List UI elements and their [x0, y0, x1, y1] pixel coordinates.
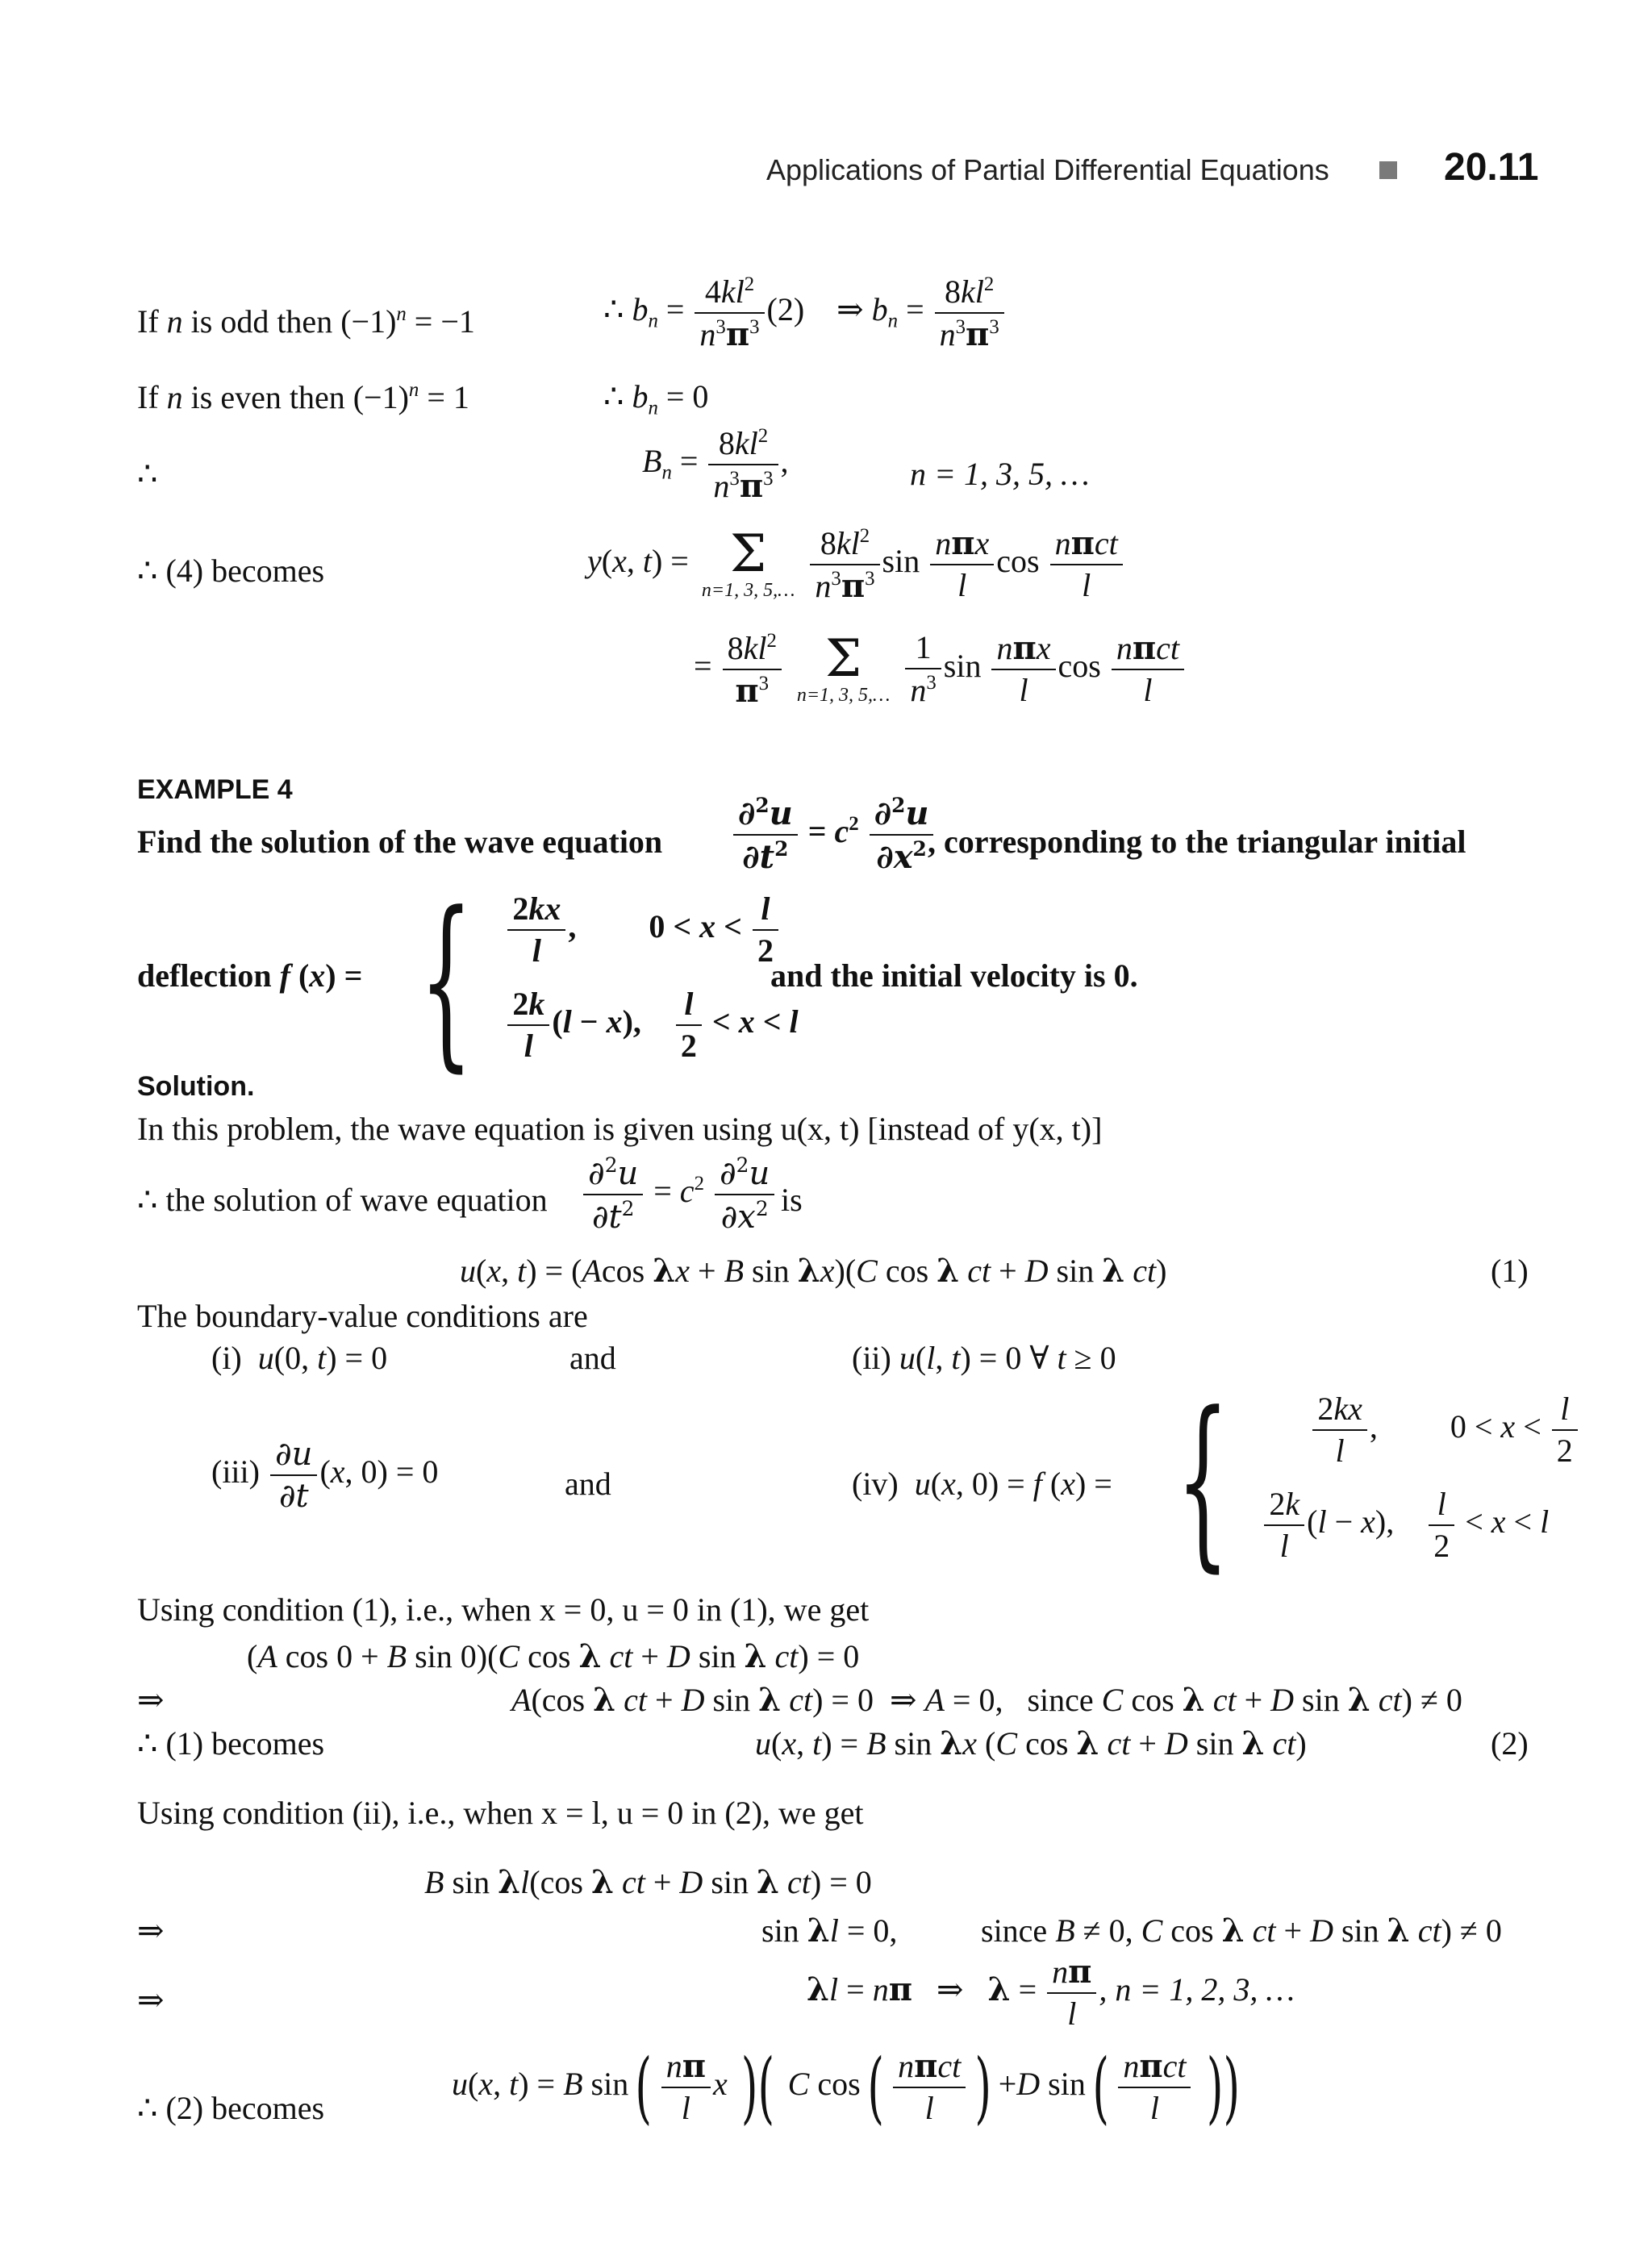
bn-odd-equation: ∴ $b_n$ = $\frac{4kl^2}{n^3\pi^3}$ (2) ⇒ $b_n$ = $\frac{8kl^2}{n^3\pi^3}$: [603, 274, 1007, 352]
implies-arrow-1: ⇒: [137, 1682, 165, 1719]
sin-lambda-l-equation: sin λl = 0,: [761, 1912, 898, 1950]
piecewise-bold: { $\frac{2kx}{l}$ , 0 < x < $\frac{l}{2}$ $\frac{2k}{l}$ (l − x), $\frac{l}{2}$ < x < l: [419, 874, 799, 1089]
condition-iii: (iii) $\frac{\partial u}{\partial t}$ (x, 0) = 0: [211, 1436, 439, 1515]
cond2-text: Using condition (ii), i.e., when x = l, u = 0 in (2), we get: [137, 1795, 864, 1831]
nonzero-condition: since B ≠ 0, C cos λ ct + D sin λ ct) ≠ 0: [981, 1912, 1502, 1950]
header-square-icon: [1379, 161, 1397, 179]
example-statement-end: , corresponding to the triangular initial: [928, 824, 1466, 860]
condition-ii: (ii) u(l, t) = 0 ∀ t ≥ 0: [852, 1340, 1116, 1377]
condition-iv-lhs: (iv) u(x, 0) = f (x) =: [852, 1466, 1112, 1502]
cond1-text: Using condition (1), i.e., when x = 0, u = 0 in (1), we get: [137, 1591, 870, 1628]
and-word-2: and: [565, 1466, 611, 1502]
general-solution-equation: u(x, t) = (Acos λx + B sin λx)(C cos λ ct + D sin λ ct): [460, 1252, 1167, 1290]
n-values-all: , n = 1, 2, 3, …: [1099, 1971, 1295, 2008]
lambda-equation: λl = nπ ⇒ λ = $\frac{n\pi}{l}$ , n = 1, 2, 3, …: [807, 1953, 1295, 2032]
wave-equation-bold: $\frac{\partial^2u}{\partial t^2}$ = $c^2$ $\frac{\partial^2u}{\partial x^2}$: [731, 795, 936, 874]
Bn-equation: $B_n$ = $\frac{8kl^2}{n^3\pi^3}$ ,: [642, 424, 789, 505]
deflection-word: deflection: [137, 957, 272, 994]
becomes-1-label: ∴ (1) becomes: [137, 1725, 325, 1762]
solution-of-wave-text: ∴ the solution of wave equation: [137, 1182, 548, 1218]
series-equation-1: y(x, t) = Σ n=1, 3, 5,… $\frac{8kl^2}{n^3\pi^3}$ sin $\frac{\text{nπx}}{l}$ cos $\frac{\text{nπct}}{l}$: [587, 526, 1125, 603]
cond1-substitution: (A cos 0 + B sin 0)(C cos λ ct + D sin λ ct) = 0: [247, 1637, 860, 1675]
implies-arrow-2: ⇒: [137, 1912, 165, 1950]
series-equation-2: = $\frac{8kl^2}{\pi^3}$ Σ n=1, 3, 5,… $\frac{1}{n^3}$ sin $\frac{\text{nπx}}{l}$ cos $\frac{\text{nπct}}{l}$: [694, 631, 1187, 708]
reduced-solution-equation: u(x, t) = B sin λx (C cos λ ct + D sin λ ct): [755, 1724, 1307, 1762]
odd-case-text: If n is odd then $(-1)^n = -1$: [137, 302, 475, 340]
cond2-substitution: B sin λl(cos λ ct + D sin λ ct) = 0: [424, 1863, 872, 1901]
implies-arrow-3: ⇒: [137, 1982, 165, 2019]
n-values-odd: n = 1, 3, 5, …: [910, 456, 1090, 492]
bvc-heading: The boundary-value conditions are: [137, 1298, 588, 1334]
A-zero-equation: A(cos λ ct + D sin λ ct) = 0 ⇒ A = 0, since C cos λ ct + D sin λ ct) ≠ 0: [511, 1681, 1462, 1719]
example-label: EXAMPLE 4: [137, 774, 293, 805]
solution-label: Solution.: [137, 1071, 255, 1102]
condition-i: (i) u(0, t) = 0: [211, 1340, 388, 1376]
deflection-label: deflection f (x) =: [137, 957, 363, 994]
and-word-1: and: [569, 1340, 616, 1376]
is-word: is: [781, 1182, 803, 1218]
eq-label-1: (1): [1491, 1253, 1529, 1289]
condition-iv-piecewise: { $\frac{2kx}{l}$ , 0 < x < $\frac{l}{2}$ $\frac{2k}{l}$ (l − x), $\frac{l}{2}$ < x < l: [1144, 1389, 1580, 1574]
final-solution-equation: u(x, t) = B sin( $\frac{n\pi}{l}$ x )( C cos( $\frac{\text{nπct}}{l}$ ) +D sin( $\frac{\text{nπct}}{l}$ )): [452, 2042, 1241, 2133]
running-header-title: Applications of Partial Differential Equations: [766, 153, 1329, 186]
therefore-symbol: ∴: [137, 456, 158, 492]
page-number: 20.11: [1444, 146, 1539, 189]
initial-velocity-text: and the initial velocity is 0.: [770, 957, 1138, 994]
even-case-text: If n is even then $(-1)^n = 1$: [137, 378, 469, 415]
becomes-2-label: ∴ (2) becomes: [137, 2090, 325, 2126]
eq-label-2: (2): [1491, 1725, 1529, 1762]
wave-equation-inline: $\frac{\partial^2u}{\partial t^2}$ = $c^2$ $\frac{\partial^2u}{\partial x^2}$: [581, 1155, 777, 1234]
bn-even-equation: ∴ $b_n = 0$: [603, 378, 709, 419]
example-statement-start: Find the solution of the wave equation: [137, 824, 663, 860]
solution-intro: In this problem, the wave equation is given using u(x, t) [instead of y(x, t)]: [137, 1111, 1103, 1147]
becomes-4-label: ∴ (4) becomes: [137, 553, 325, 589]
